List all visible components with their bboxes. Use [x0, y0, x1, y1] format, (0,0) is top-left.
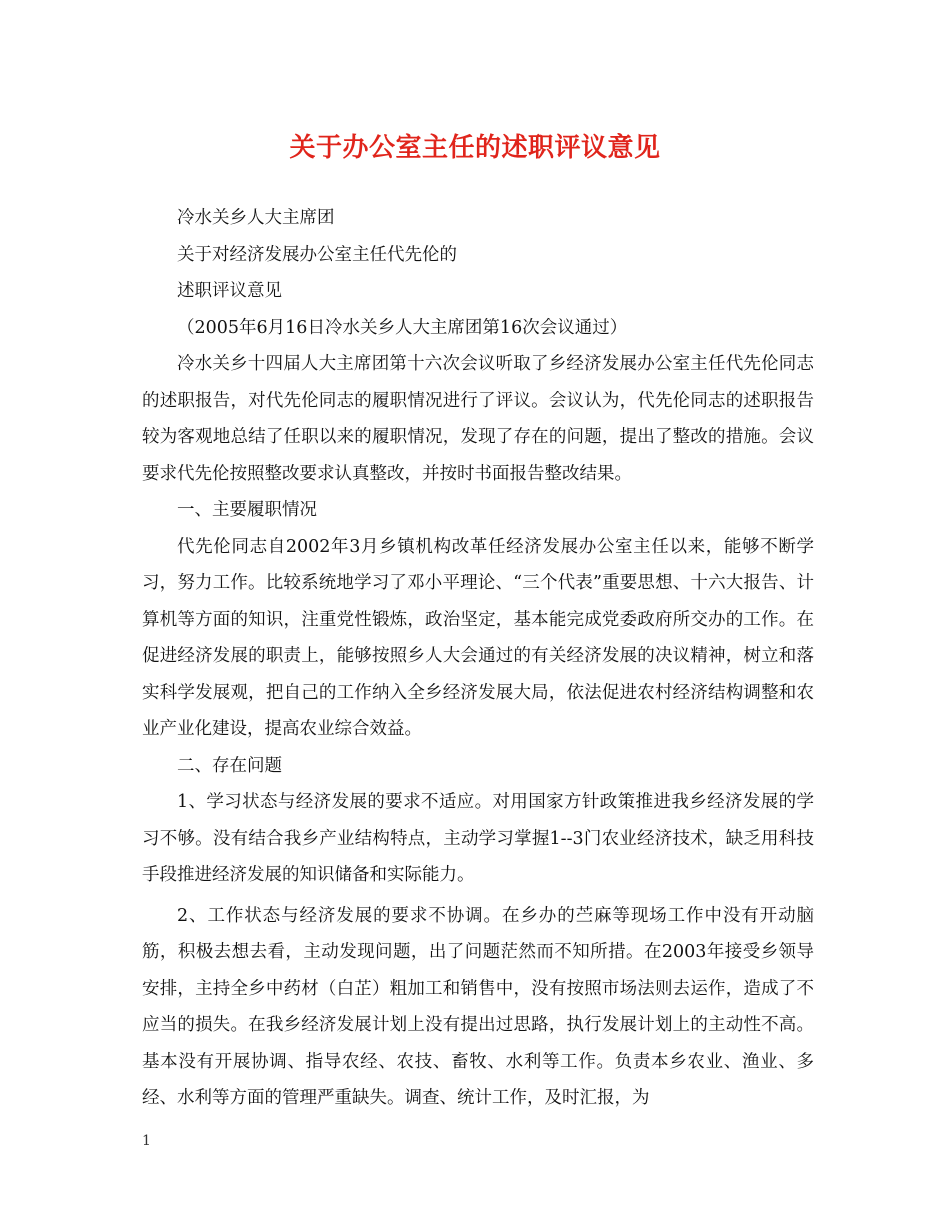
paragraph-performance: 代先伦同志自2002年3月乡镇机构改革任经济发展办公室主任以来，能够不断学习，努力工作。比较系统地学习了邓小平理论、“三个代表”重要思想、十六大报告、计算机等方面的知识，注重党性锻炼，政治坚定，基本能完成党委政府所交办的工作。在促进经济发展的职责上，能够按照乡人大会通过的有关经济发展的决议精神，树立和落实科学发展观，把自己的工作纳入全乡经济发展大局，依法促进农村经济结构调整和农业产业化建设，提高农业综合效益。	[142, 536, 814, 739]
paragraph-problem-1: 1、学习状态与经济发展的要求不适应。对用国家方针政策推进我乡经济发展的学习不够。没有结合我乡产业结构特点，主动学习掌握1--3门农业经济技术，缺乏用科技手段推进经济发展的知识储备和实际能力。	[142, 792, 814, 885]
paragraph-intro: 冷水关乡十四届人大主席团第十六次会议听取了乡经济发展办公室主任代先伦同志的述职报告，对代先伦同志的履职情况进行了评议。会议认为，代先伦同志的述职报告较为客观地总结了任职以来的履职情况，发现了存在的问题，提出了整改的措施。会议要求代先伦按照整改要求认真整改，并按时书面报告整改结果。	[142, 354, 814, 484]
page-number: 1	[142, 1133, 151, 1149]
section-heading-performance: 一、主要履职情况	[177, 500, 317, 520]
section-heading-problems: 二、存在问题	[177, 755, 282, 776]
document-title: 关于办公室主任的述职评议意见	[289, 133, 661, 163]
paragraph-recipient: 冷水关乡人大主席团	[177, 208, 335, 228]
paragraph-subject-line-1: 关于对经济发展办公室主任代先伦的	[177, 244, 457, 265]
paragraph-adoption-note: （2005年6月16日冷水关乡人大主席团第16次会议通过）	[177, 317, 628, 338]
paragraph-problem-2: 2、工作状态与经济发展的要求不协调。在乡办的苎麻等现场工作中没有开动脑筋，积极去想去看，主动发现问题，出了问题茫然而不知所措。在2003年接受乡领导安排，主持全乡中药材（白芷）粗加工和销售中，没有按照市场法则去运作，造成了不应当的损失。在我乡经济发展计划上没有提出过思路，执行发展计划上的主动性不高。基本没有开展协调、指导农经、农技、畜牧、水利等工作。负责本乡农业、渔业、多经、水利等方面的管理严重缺失。调查、统计工作，及时汇报，为	[142, 905, 814, 1108]
paragraph-subject-line-2: 述职评议意见	[177, 281, 282, 301]
document-body	[142, 200, 814, 1117]
